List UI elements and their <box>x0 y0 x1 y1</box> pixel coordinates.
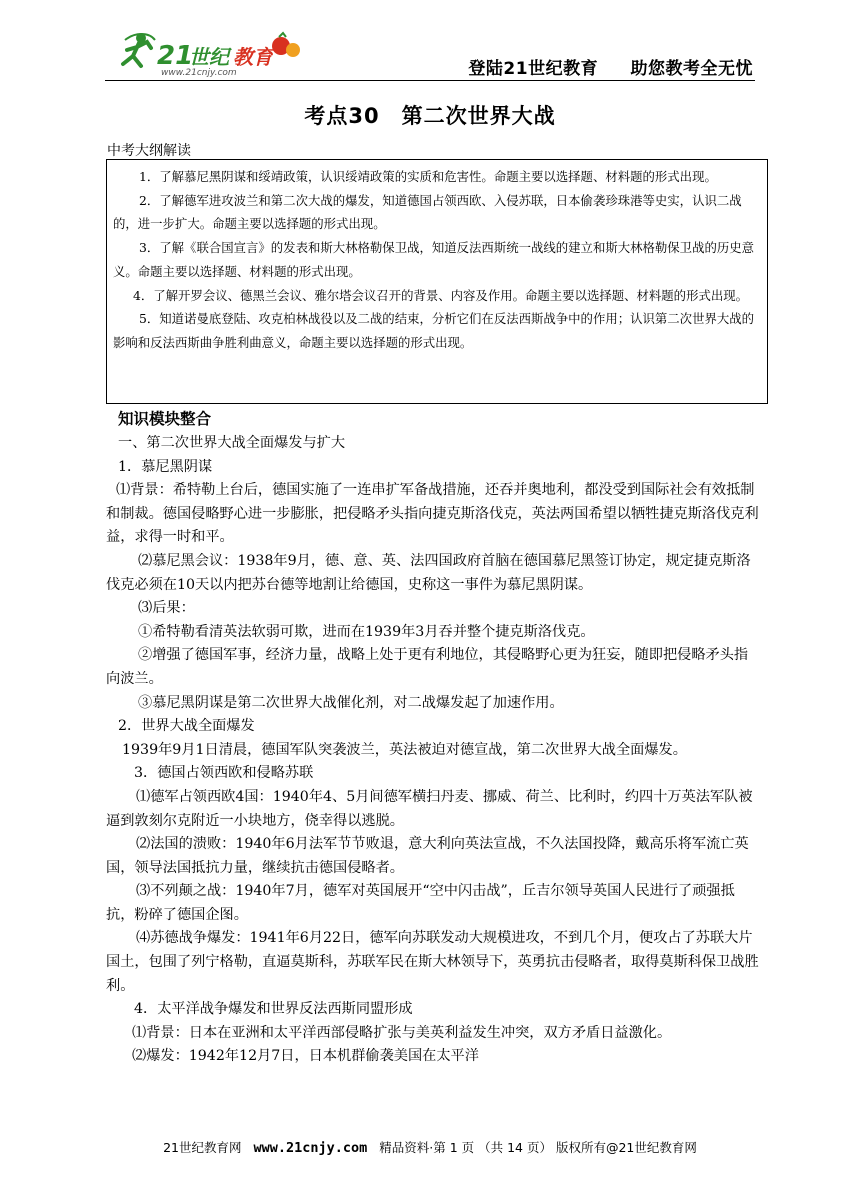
paragraph: ⑵法国的溃败：1940年6月法军节节败退，意大利向英法宣战，不久法国投降，戴高乐将军流亡英国，领导法国抵抗力量，继续抗击德国侵略者。 <box>106 836 749 876</box>
outline-box <box>106 159 768 404</box>
header-slogan <box>442 54 753 79</box>
paragraph: ⑴背景：日本在亚洲和太平洋西部侵略扩张与美英利益发生冲突，双方矛盾日益激化。 <box>132 1024 672 1041</box>
outline-item: 2．了解德军进攻波兰和第二次大战的爆发，知道德国占领西欧、入侵苏联，日本偷袭珍珠港等史实，认识二战的，进一步扩大。命题主要以选择题的形式出现。 <box>113 192 742 232</box>
paragraph: ⑵爆发：1942年12月7日，日本机群偷袭美国在太平洋 <box>132 1048 479 1065</box>
footer-right: 精品资料·第 1 页 （共 14 页） 版权所有@21世纪教育网 <box>379 1140 697 1155</box>
outline-item: 1．了解慕尼黑阴谋和绥靖政策，认识绥靖政策的实质和危害性。命题主要以选择题、材料题的形式出现。 <box>139 169 717 184</box>
module-heading: 知识模块整合 <box>118 410 212 428</box>
paragraph: ③慕尼黑阴谋是第二次世界大战催化剂，对二战爆发起了加速作用。 <box>138 694 564 711</box>
paragraph: ⑷苏德战争爆发：1941年6月22日，德军向苏联发动大规模进攻，不到几个月，便攻占了苏联大片国土，包围了列宁格勒，直逼莫斯科，苏联军民在斯大林领导下，英勇抗击侵略者，取得莫斯科保卫战胜利。 <box>106 930 759 994</box>
svg-text:www.21cnjy.com: www.21cnjy.com <box>161 68 237 78</box>
paragraph: ⑴德军占领西欧4国：1940年4、5月间德军横扫丹麦、挪威、荷兰、比利时，约四十万英法军队被逼到敦刻尔克附近一小块地方，侥幸得以逃脱。 <box>106 788 753 829</box>
paragraph: ⑵慕尼黑会议：1938年9月，德、意、英、法四国政府首脑在德国慕尼黑签订协定，规定捷克斯洛伐克必须在10天以内把苏台德等地割让给德国，史称这一事件为慕尼黑阴谋。 <box>106 552 751 593</box>
page-footer <box>0 1138 860 1156</box>
paragraph: ①希特勒看清英法软弱可欺，进而在1939年3月吞并整个捷克斯洛伐克。 <box>138 623 595 640</box>
logo-graphic <box>111 28 311 78</box>
section-heading: 一、第二次世界大战全面爆发与扩大 <box>118 435 346 451</box>
svg-text:世纪: 世纪 <box>189 45 229 69</box>
svg-text:21: 21 <box>157 41 194 71</box>
paragraph: ⑶后果： <box>138 600 195 617</box>
footer-left: 21世纪教育网 <box>163 1140 242 1155</box>
outline-label: 中考大纲解读 <box>107 143 191 159</box>
paragraph: 1939年9月1日清晨，德国军队突袭波兰，英法被迫对德宣战，第二次世界大战全面爆发。 <box>122 741 687 758</box>
paragraph: ②增强了德国军事，经济力量，战略上处于更有利地位，其侵略野心更为狂妄，随即把侵略矛头指向波兰。 <box>106 647 749 687</box>
outline-item: 3．了解《联合国宣言》的发表和斯大林格勒保卫战，知道反法西斯统一战线的建立和斯大林格勒保卫战的历史意义。命题主要以选择题、材料题的形式出现。 <box>113 240 755 279</box>
site-logo[interactable] <box>111 28 311 78</box>
slogan-right: 助您教考全无忧 <box>630 59 753 79</box>
outline-item: 4．了解开罗会议、德黑兰会议、雅尔塔会议召开的背景、内容及作用。命题主要以选择题、材料题的形式出现。 <box>133 287 749 303</box>
subsection-heading: 3．德国占领西欧和侵略苏联 <box>134 765 314 782</box>
paragraph: ⑴背景：希特勒上台后，德国实施了一连串扩军备战措施，还吞并奥地利，都没受到国际社会有效抵制和制裁。德国侵略野心进一步膨胀，把侵略矛头指向捷克斯洛伐克，英法两国希望以牺牲捷克斯洛伐克利益，求得一时和平。 <box>106 482 759 546</box>
svg-text:教育: 教育 <box>233 45 273 69</box>
subsection-heading: 1．慕尼黑阴谋 <box>118 458 213 475</box>
slogan-left: 登陆21世纪教育 <box>468 59 599 79</box>
page-header <box>105 28 755 81</box>
subsection-heading: 4．太平洋战争爆发和世界反法西斯同盟形成 <box>134 1001 413 1018</box>
outline-item: 5．知道诺曼底登陆、攻克柏林战役以及二战的结束，分析它们在反法西斯战争中的作用；认识第二次世界大战的影响和反法西斯曲争胜利曲意义，命题主要以选择题的形式出现。 <box>113 311 755 350</box>
paragraph: ⑶不列颠之战：1940年7月，德军对英国展开“空中闪击战”，丘吉尔领导英国人民进行了顽强抵抗，粉碎了德国企图。 <box>106 883 735 923</box>
subsection-heading: 2．世界大战全面爆发 <box>118 718 255 735</box>
content-body <box>106 408 762 1069</box>
footer-site-link[interactable]: www.21cnjy.com <box>253 1140 368 1156</box>
page-title: 考点30 第二次世界大战 <box>304 104 556 128</box>
